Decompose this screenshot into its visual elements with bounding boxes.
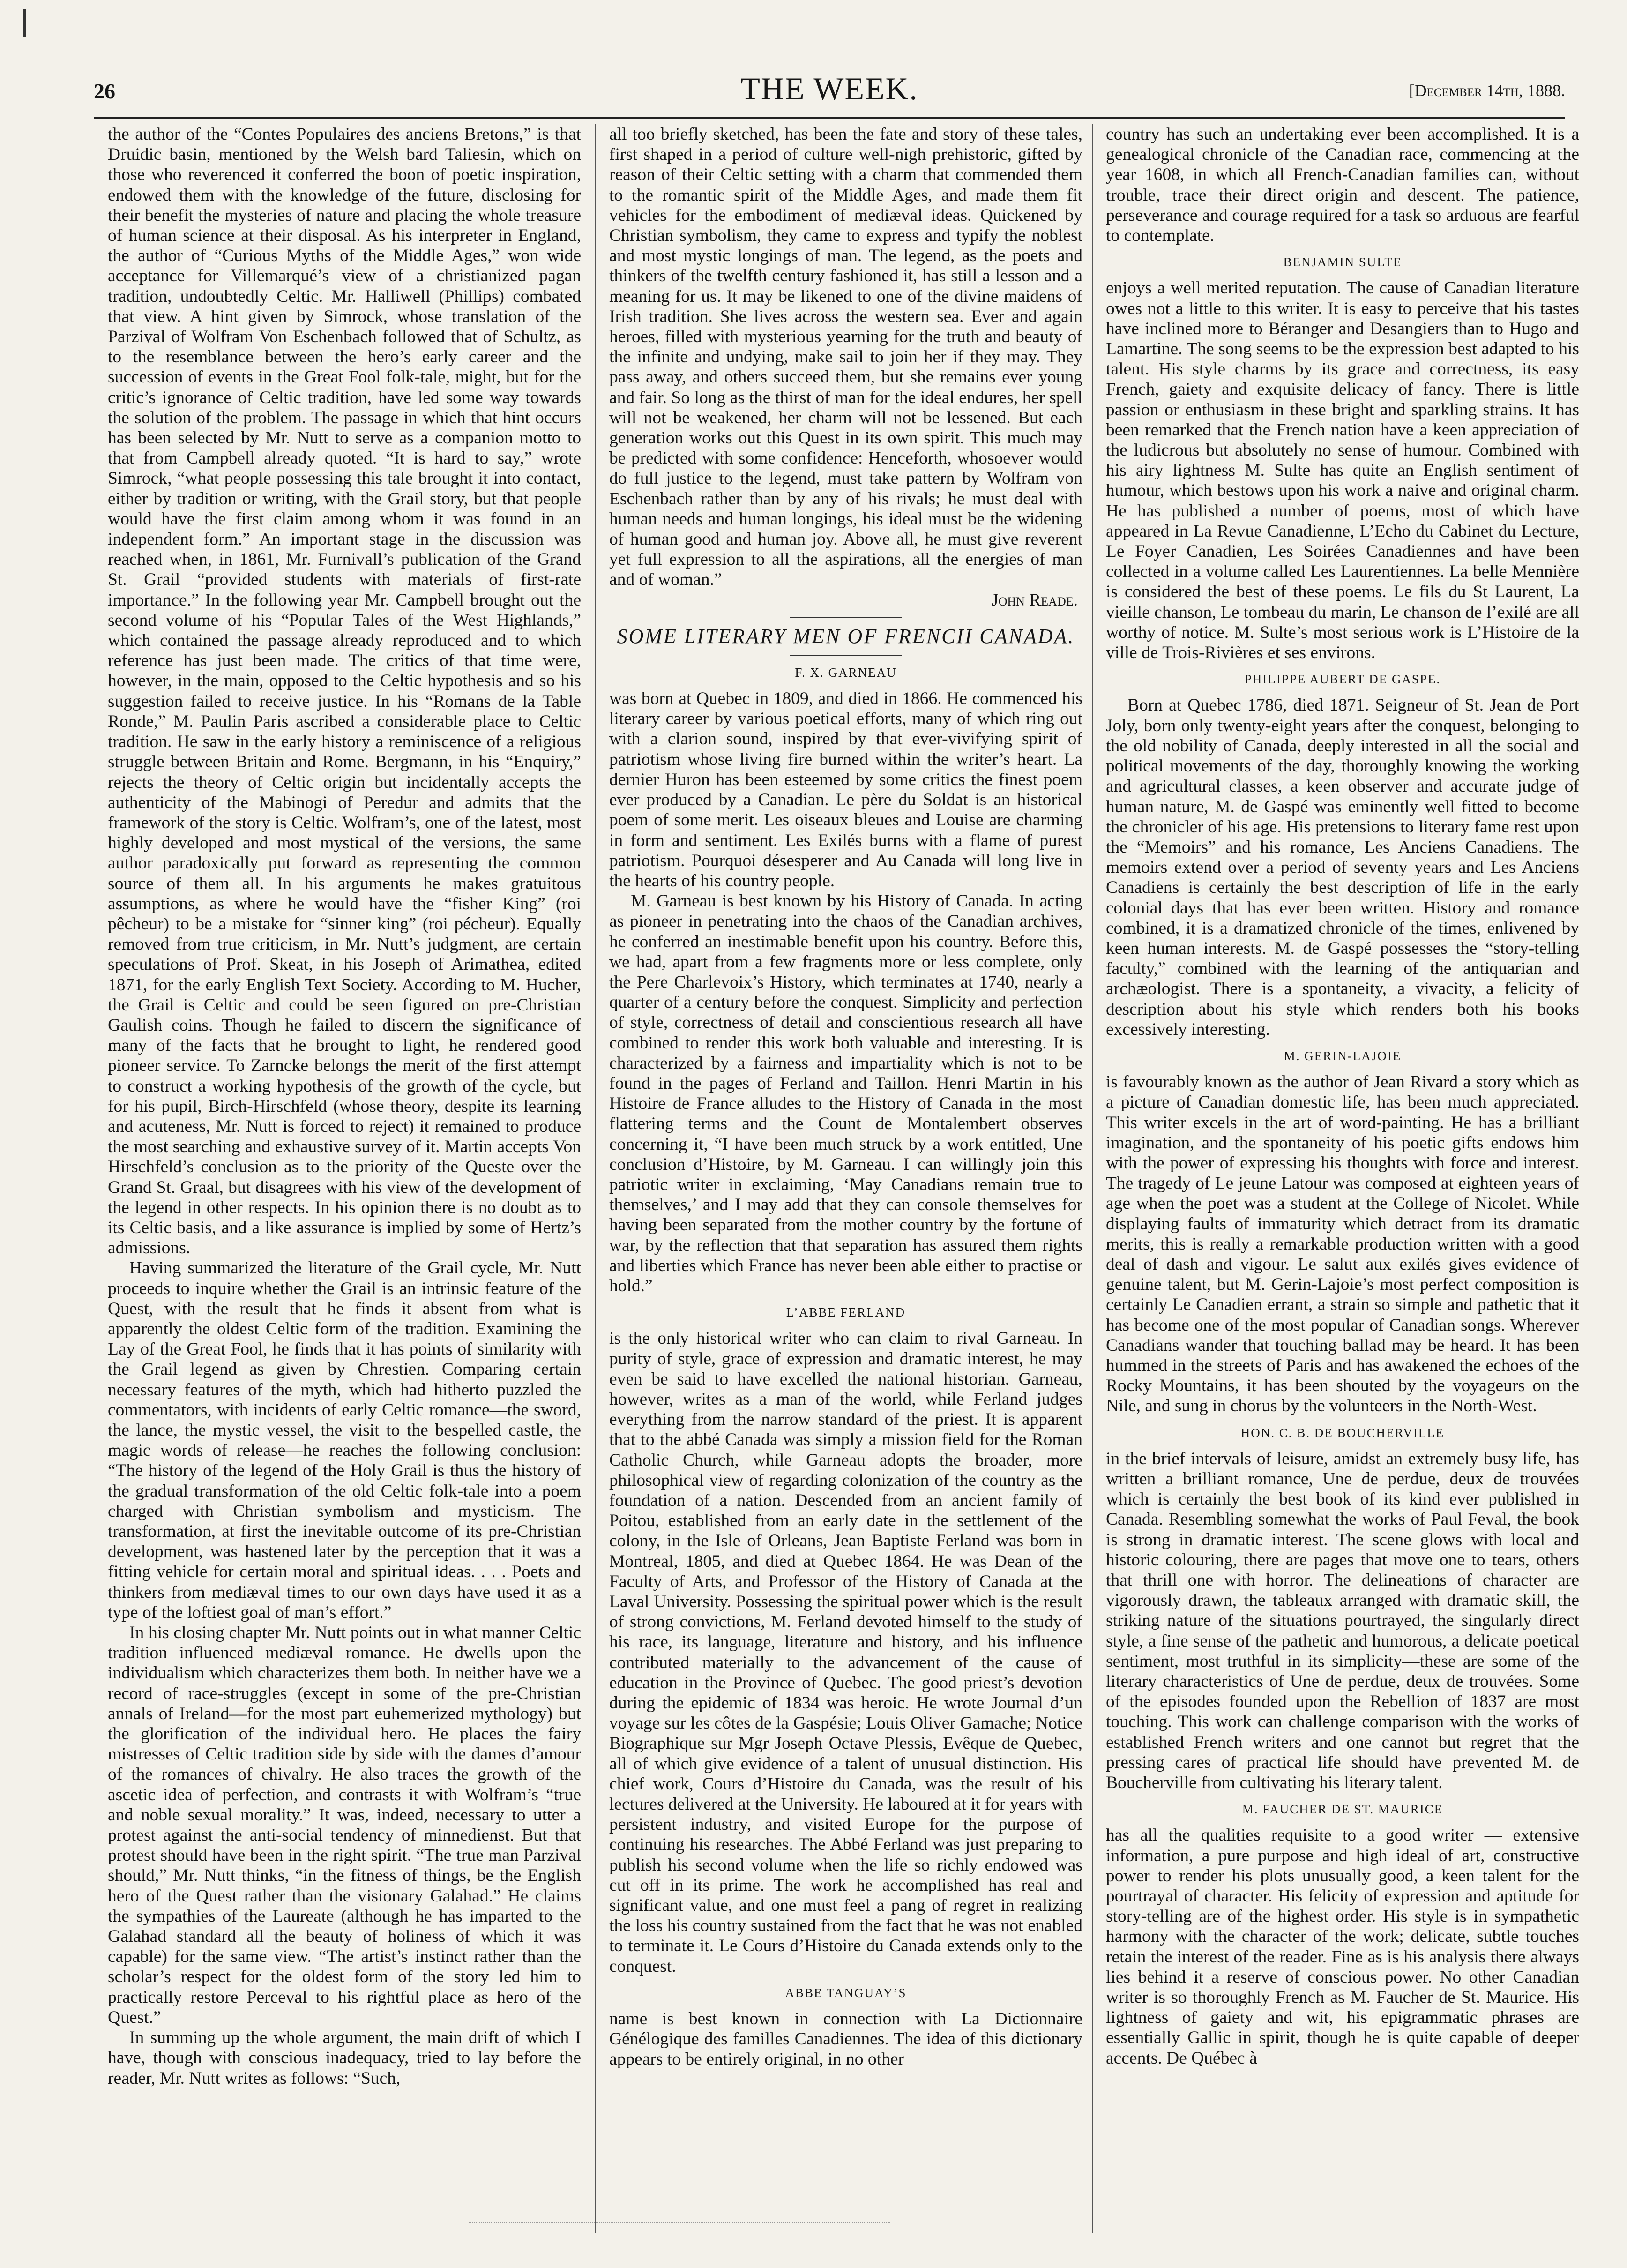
issue-date: [December 14th, 1888. — [1409, 81, 1565, 100]
section-rule — [790, 655, 902, 656]
subheading: L’ABBE FERLAND — [786, 1305, 906, 1320]
section-rule — [790, 617, 902, 618]
paragraph: M. Garneau is best known by his History of Canada. In acting as pioneer in penetrating into the chaos of the Canadian archives, he conferred an inestimable benefit upon his country. Before this, we had, apart from a few fragments more or less complete, only the Pere Charlevoix’s History, which terminates at 1740, nearly a quarter of a century before the conquest. Simplicity and perfection of style, correctness of detail and conscientious research all have combined to render this work both valuable and interesting. It is characterized by a fairness and impartiality which is not to be found in the pages of Ferland and Taillon. Henri Martin in his Histoire de France alludes to the History of Canada in the most flattering terms and the Count de Montalembert observes concerning it, “I have been much struck by a work entitled, Une conclusion d’Histoire, by M. Garneau. I can willingly join this patriotic writer in exclaiming, ‘May Canadians remain true to themselves,’ and I may add that they can console themselves for having been separated from the mother country by the fortune of war, by the reflection that that separation has assured them rights and liberties which France has never been able either to practise or hold.” — [609, 891, 1082, 1295]
column-1 — [108, 124, 581, 2243]
paragraph: was born at Quebec in 1809, and died in 1866. He commenced his literary career by various poetical efforts, many of which ring out with a clarion sound, inspired by that ever-vivifying spirit of patriotism whose living fire burned within the writer’s heart. La dernier Huron has been esteemed by some critics the finest poem ever produced by a Canadian. Le père du Soldat is an historical poem of some merit. Les oiseaux bleues and Louise are charming in form and sentiment. Les Exilés burns with a flame of purest patriotism. Pourquoi désesperer and Au Canada will long live in the hearts of his country people. — [609, 689, 1082, 891]
paper-stain — [469, 2222, 890, 2241]
column-divider-1 — [595, 124, 596, 2233]
paragraph: In his closing chapter Mr. Nutt points out in what manner Celtic tradition influenced mediæval romance. He dwells upon the individualism which characterizes them both. In neither have we a record of race-struggles (except in some of the pre-Christian annals of Ireland—for the most part euhemerized mythology) but the glorification of the individual hero. He places the fairy mistresses of Celtic tradition side by side with the dames d’amour of the romances of chivalry. He also traces the growth of the ascetic idea of perfection, and contrasts it with Wolfram’s “true and noble sexual morality.” It was, indeed, necessary to utter a protest against the anti-social tendency of minnedienst. But that protest should have been in the right spirit. “The true man Parzival should,” Mr. Nutt thinks, “in the fitness of things, be the English hero of the Quest rather than the visionary Galahad.” He claims the sympathies of the Laureate (although he has imparted to the Galahad standard all the beauty of holiness of which it was capable) for the same view. “The artist’s instinct rather than the scholar’s respect for the oldest form of the story led him to practically restore Perceval to his rightful place as hero of the Quest.” — [108, 1623, 581, 2027]
column-3 — [1106, 124, 1579, 2243]
subheading: F. X. GARNEAU — [795, 665, 897, 680]
subheading: PHILIPPE AUBERT DE GASPE. — [1244, 672, 1441, 687]
paragraph: all too briefly sketched, has been the fate and story of these tales, first shaped in a period of culture well-nigh prehistoric, gifted by reason of their Celtic setting with a charm that commended them to the romantic spirit of the Middle Ages, and made them fit vehicles for the embodiment of mediæval ideas. Quickened by Christian symbolism, they came to express and typify the noblest and most mystic longings of man. The legend, as the poets and thinkers of the twelfth century fashioned it, has still a lesson and a meaning for us. It may be likened to one of the divine maidens of Irish tradition. She lives across the western sea. Ever and again heroes, filled with mysterious yearning for the truth and beauty of the infinite and undying, make sail to join her if they may. They pass away, and others succeed them, but she remains ever young and fair. So long as the thirst of man for the ideal endures, her spell will not be weakened, her charm will not be lessened. But each generation works out this Quest in its own spirit. This much may be predicted with some confidence: Henceforth, whosoever would do full justice to the legend, must take pattern by Wolfram von Eschenbach rather than by any of his rivals; he must deal with human needs and human longings, his ideal must be the widening of human good and human joy. Above all, he must give reverent yet full expression to all the aspirations, all the energies of man and of woman.” — [609, 125, 1082, 590]
paragraph: name is best known in connection with La Dictionnaire Génélogique des familles Canadiennes. The idea of this dictionary appears to be entirely original, in no other — [609, 2009, 1082, 2069]
paragraph: the author of the “Contes Populaires des anciens Bretons,” is that Druidic basin, mentioned by the Welsh bard Taliesin, which on those who reverenced it conferred the boon of poetic inspiration, endowed them with the knowledge of the future, disclosing for their benefit the mysteries of nature and placing the whole treasure of human science at their disposal. As his interpreter in England, the author of “Curious Myths of the Middle Ages,” won wide acceptance for Villemarqué’s view of a christianized pagan tradition, undoubtedly Celtic. Mr. Halliwell (Phillips) combated that view. A hint given by Simrock, whose translation of the Parzival of Wolfram Von Eschenbach followed that of Schultz, as to the resemblance between the hero’s early career and the succession of events in the Great Fool folk-tale, might, but for the critic’s ignorance of Celtic tradition, have led some way towards the solution of the problem. The passage in which that hint occurs has been selected by Mr. Nutt to serve as a companion motto to that from Campbell already quoted. “It is hard to say,” wrote Simrock, “what people possessing this tale brought it into contact, either by tradition or writing, with the Grail story, but that people would have the first claim among whom it was found in an independent form.” An important stage in the discussion was reached when, in 1861, Mr. Furnivall’s publication of the Grand St. Grail “provided students with materials of first-rate importance.” In the following year Mr. Campbell brought out the second volume of his “Popular Tales of the West Highlands,” which contained the passage already reproduced and to which reference has just been made. The critics of that time were, however, in the main, opposed to the Celtic hypothesis and so his suggestion failed to receive justice. In his “Romans de la Table Ronde,” M. Paulin Paris ascribed a considerable place to Celtic tradition. He saw in the early history a reminiscence of a religious struggle between Britain and Rome. Bergmann, in his “Enquiry,” rejects the theory of Celtic origin but incidentally accepts the authenticity of the Mabinogi of Peredur and admits that the framework of the story is Celtic. Wolfram’s, one of the latest, most highly developed and most mystical of the versions, the same author paradoxically put forward as representing the common source of them all. In his arguments he makes gratuitous assumptions, as where he would have the “fisher King” (roi pêcheur) to be a mistake for “sinner king” (roi pécheur). Equally removed from true criticism, in Mr. Nutt’s judgment, are certain speculations of Prof. Skeat, in his Joseph of Arimathea, edited 1871, for the early English Text Society. According to M. Hucher, the Grail is Celtic and could be seen figured on pre-Christian Gaulish coins. Though he failed to discern the significance of many of the facts that he brought to light, he rendered good pioneer service. To Zarncke belongs the merit of the first attempt to construct a working hypothesis of the growth of the cycle, but for his pupil, Birch-Hirschfeld (whose theory, despite its learning and acuteness, Mr. Nutt is forced to reject) it remained to produce the most searching and exhaustive survey of it. Martin accepts Von Hirschfeld’s conclusion as to the priority of the Queste over the Grand St. Graal, but disagrees with his view of the development of the legend in other respects. In his opinion there is no doubt as to its Celtic basis, and a like assurance is implied by some of Hertz’s admissions. — [108, 125, 581, 1258]
paragraph: in the brief intervals of leisure, amidst an extremely busy life, has written a brilliant romance, Une de perdue, deux de trouvées which is certainly the best book of its kind ever published in Canada. Resembling somewhat the works of Paul Feval, the book is strong in dramatic interest. The scene glows with local and historic colouring, there are pages that move one to tears, others that thrill one with horror. The delineations of character are vigorously drawn, the tableaux arranged with dramatic skill, the striking nature of the situations pourtrayed, the singularly direct style, a fine sense of the pathetic and humorous, a delicate poetical sentiment, most truthful in its simplicity—these are some of the literary characteristics of Une de perdue, deux de trouvées. Some of the episodes founded upon the Rebellion of 1837 are most touching. This work can challenge comparison with the works of established French writers and one cannot but regret that the pressing cares of practical life should have prevented M. de Boucherville from cultivating his literary talent. — [1106, 1449, 1579, 1793]
subheading: BENJAMIN SULTE — [1283, 255, 1402, 269]
column-divider-2 — [1092, 124, 1093, 2233]
paragraph: Born at Quebec 1786, died 1871. Seigneur of St. Jean de Port Joly, born only twenty-eight years after the conquest, belonging to the old nobility of Canada, deeply interested in all the social and political movements of the day, thoroughly knowing the working and agricultural classes, a keen observer and accurate judge of human nature, M. de Gaspé was eminently well fitted to become the chronicler of his age. His pretensions to literary fame rest upon the “Memoirs” and his romance, Les Anciens Canadiens. The memoirs extend over a period of seventy years and Les Anciens Canadiens is certainly the best description of life in the early colonial days that has ever been written. History and romance combined, it is a dramatized chronicle of the times, enlivened by keen human interests. M. de Gaspé possesses the “story-telling faculty,” combined with the learning of the antiquarian and archæologist. There is a spontaneity, a vivacity, a felicity of description about his style which renders both his books excessively interesting. — [1106, 696, 1579, 1039]
paragraph: has all the qualities requisite to a good writer — extensive information, a pure purpose and high ideal of art, constructive power to render his plots unusually good, a keen talent for the pourtrayal of character. His felicity of expression and aptitude for story-telling are of the highest order. His style is in sympathetic harmony with the character of the work; delicate, subtle touches retain the interest of the reader. Fine as is his analysis there always lies behind it a reserve of conscious power. No other Canadian writer is so thoroughly French as M. Faucher de St. Maurice. His lightness of gaiety and wit, his epigrammatic phrases are essentially Gallic in spirit, though he is quite capable of deeper accents. De Québec à — [1106, 1826, 1579, 2068]
subheading: HON. C. B. DE BOUCHERVILLE — [1240, 1425, 1445, 1440]
header-rule — [94, 117, 1565, 119]
paragraph: is the only historical writer who can claim to rival Garneau. In purity of style, grace of expression and dramatic interest, he may even be said to have excelled the national historian. Garneau, however, writes as a man of the world, while Ferland judges everything from the narrow standard of the priest. It is apparent that to the abbé Canada was simply a mission field for the Roman Catholic Church, while Garneau adopts the broader, more philosophical view of regarding colonization of the country as the foundation of a nation. Descended from an ancient family of Poitou, established from an early date in the settlement of the colony, in the Isle of Orleans, Jean Baptiste Ferland was born in Montreal, 1805, and died at Quebec 1864. He was Dean of the Faculty of Arts, and Professor of the History of Canada at the Laval University. Possessing the spiritual power which is the result of strong convictions, M. Ferland devoted himself to the study of his race, its language, literature and history, and his influence contributed materially to the advancement of the cause of education in the Province of Quebec. The good priest’s devotion during the epidemic of 1834 was heroic. He wrote Journal d’un voyage sur les côtes de la Gaspésie; Louis Oliver Gamache; Notice Biographique sur Mgr Joseph Octave Plessis, Evêque de Quebec, all of which give evidence of a talent of unusual distinction. His chief work, Cours d’Histoire du Canada, was the result of his lectures delivered at the University. He laboured at it for years with persistent industry, and visited Europe for the purpose of continuing his researches. The Abbé Ferland was just preparing to publish his second volume when the life so richly endowed was cut off in its prime. The work he accomplished has real and significant value, and one must feel a pang of regret in realizing the loss his country sustained from the fact that he was not enabled to terminate it. Le Cours d’Histoire du Canada extends only to the conquest. — [609, 1329, 1082, 1976]
author-signature: John Reade. — [991, 590, 1078, 610]
subheading: M. FAUCHER DE ST. MAURICE — [1242, 1802, 1443, 1817]
margin-mark — [23, 9, 26, 37]
subheading: M. GERIN-LAJOIE — [1284, 1048, 1402, 1063]
paragraph: is favourably known as the author of Jean Rivard a story which as a picture of Canadian domestic life, has been much appreciated. This writer excels in the art of word-painting. He has a brilliant imagination, and the spontaneity of his poetic gifts endows him with the power of expressing his thoughts with force and interest. The tragedy of Le jeune Latour was composed at eighteen years of age when the poet was a student at the College of Nicolet. While displaying faults of immaturity which detract from its dramatic merits, this is really a remarkable production written with a good deal of dash and vigour. Le salut aux exilés gives evidence of genuine talent, but M. Gerin-Lajoie’s most perfect composition is certainly Le Canadien errant, a strain so simple and pathetic that it has become one of the most popular of Canadian songs. Wherever Canadians wander that touching ballad may be heard. It has been hummed in the streets of Paris and has awakened the echoes of the Rocky Mountains, it has been shouted by the voyageurs on the Nile, and sung in chorus by the volunteers in the North-West. — [1106, 1072, 1579, 1416]
subheading: ABBE TANGUAY’S — [785, 1985, 907, 2000]
newspaper-title: THE WEEK. — [740, 71, 918, 106]
column-2 — [609, 124, 1082, 2243]
paragraph: Having summarized the literature of the Grail cycle, Mr. Nutt proceeds to inquire whether the Grail is an intrinsic feature of the Quest, with the result that he finds it absent from what is apparently the oldest Celtic form of the tradition. Examining the Lay of the Great Fool, he finds that it has points of similarity with the Grail legend as given by Chrestien. Comparing certain necessary features of the myth, which had hitherto puzzled the commentators, with incidents of early Celtic romance—the sword, the lance, the mystic vessel, the visit to the bespelled castle, the magic words of release—he reaches the following conclusion: “The history of the legend of the Holy Grail is thus the history of the gradual transformation of the old Celtic folk-tale into a poem charged with Christian symbolism and mysticism. The transformation, at first the inevitable outcome of its pre-Christian development, was hastened later by the perception that it was a fitting vehicle for certain moral and spiritual ideas. . . . Poets and thinkers from mediæval times to our own days have used it as a type of the loftiest goal of man’s effort.” — [108, 1258, 581, 1622]
masthead — [94, 70, 1565, 115]
paragraph: country has such an undertaking ever been accomplished. It is a genealogical chronicle of the Canadian race, commencing at the year 1608, in which all French-Canadian families can, without trouble, trace their direct origin and descent. The patience, perseverance and courage required for a task so arduous are fearful to contemplate. — [1106, 125, 1579, 246]
article-heading: SOME LITERARY MEN OF FRENCH CANADA. — [617, 624, 1075, 648]
paragraph: enjoys a well merited reputation. The cause of Canadian literature owes not a little to this writer. It is easy to perceive that his tastes have inclined more to Béranger and Desangiers than to Hugo and Lamartine. The song seems to be the expression best adapted to his talent. His style charms by its grace and correctness, its easy French, gaiety and exquisite delicacy of fancy. There is little passion or enthusiasm in these bright and sparkling strains. It has been remarked that the French nation have a keen appreciation of the ludicrous but absolutely no sense of humour. Combined with his airy lightness M. Sulte has quite an English sentiment of humour, which bestows upon his work a naive and original charm. He has published a number of poems, most of which have appeared in La Revue Canadienne, L’Echo du Cabinet du Lecture, Le Foyer Canadien, Les Soirées Canadiennes and have been collected in a volume called Les Laurentiennes. La belle Mennière is considered the best of these poems. Le fils du St Laurent, La vieille chanson, Le tombeau du marin, Le chanson de l’exilé are all worthy of notice. M. Sulte’s most serious work is L’Histoire de la ville de Trois-Rivières et ses environs. — [1106, 278, 1579, 663]
paragraph: In summing up the whole argument, the main drift of which I have, though with conscious inadequacy, tried to lay before the reader, Mr. Nutt writes as follows: “Such, — [108, 2028, 581, 2088]
page-number: 26 — [94, 79, 115, 103]
